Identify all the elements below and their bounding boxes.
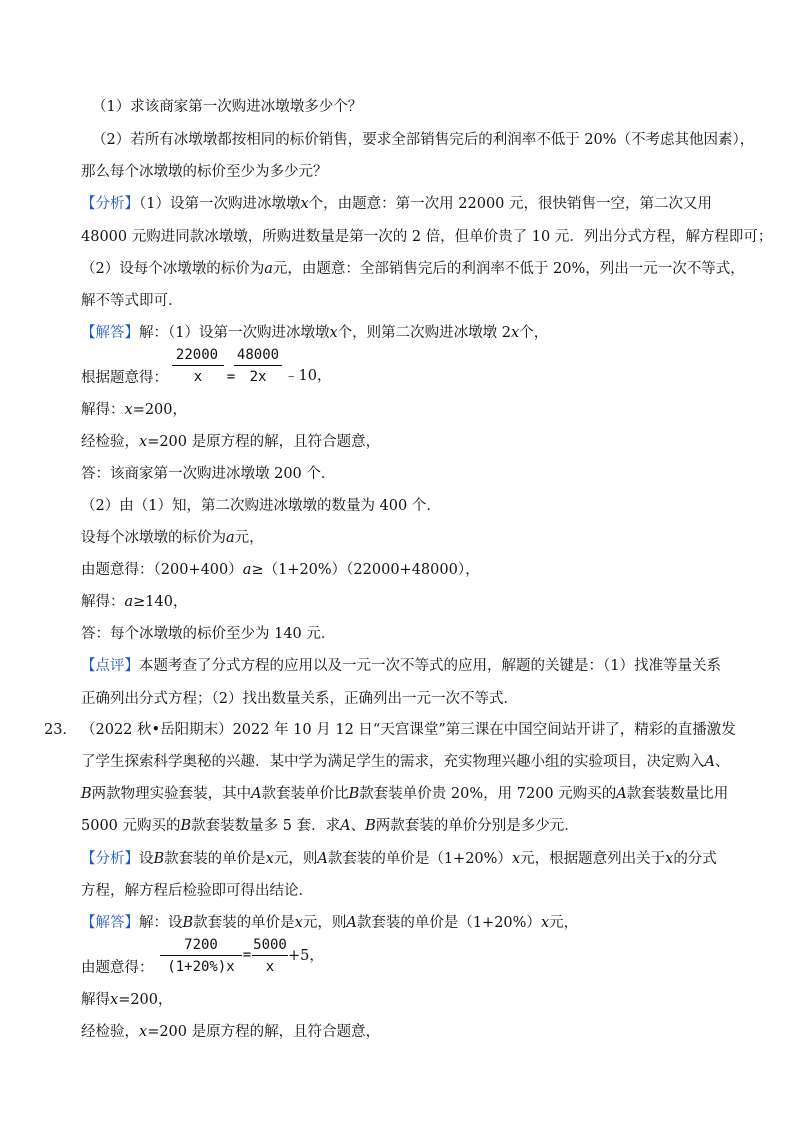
eq1-prefix: 根据题意得： (81, 370, 168, 386)
eq1-suffix: ﹣10， (284, 368, 332, 384)
q22-analysis-line3: （2）设每个冰墩墩的标价为a元，由题意：全部销售完后的利润率不低于 20%，列出一元一次不等式， (81, 261, 745, 277)
q23-stem-line1: （2022 秋•岳阳期末）2022 年 10 月 12 日“天宫课堂”第三课在中国空间站开讲了，精彩的直播激发 (81, 722, 736, 738)
q22-part2-answer: 答：每个冰墩墩的标价至少为 140 元． (81, 626, 336, 642)
q22-check: 经检验，x=200 是原方程的解，且符合题意， (81, 434, 381, 450)
q23-number: 23． (44, 722, 77, 738)
eq1-denominator-1: x (193, 369, 203, 385)
eq2-numerator-2: 5000 (253, 937, 287, 953)
eq1-numerator-2: 48000 (236, 347, 280, 363)
q23-solve: 解得x=200， (81, 992, 173, 1008)
eq1-fraction-bar-2 (234, 365, 282, 366)
eq2-numerator-1: 7200 (184, 937, 218, 953)
comment-tag: 【点评】 (81, 658, 139, 674)
q22-answer-1: 答：该商家第一次购进冰墩墩 200 个． (81, 466, 336, 482)
q23-stem-line4: 5000 元购买的B款套装数量多 5 套．求A、B两款套装的单价分别是多少元． (81, 818, 579, 834)
eq2-prefix: 由题意得： (81, 960, 154, 976)
answer-tag: 【解答】 (81, 915, 139, 931)
q22-analysis-line1: 【分析】（1）设第一次购进冰墩墩x个，由题意：第一次用 22000 元，很快销售一空，第二次又用 (81, 196, 713, 212)
q22-part2-line1: （2）若所有冰墩墩都按相同的标价销售，要求全部销售完后的利润率不低于 20%（不考虑其他因素）， (92, 132, 755, 148)
answer-tag: 【解答】 (81, 325, 139, 341)
eq2-equals: = (242, 947, 252, 963)
q23-stem-line3: B两款物理实验套装，其中A款套装单价比B款套装单价贵 20%，用 7200 元购买的A款套装数量比用 (81, 786, 729, 802)
analysis-tag: 【分析】 (81, 851, 139, 867)
q22-comment-line2: 正确列出分式方程；（2）找出数量关系，正确列出一元一次不等式． (81, 691, 518, 707)
q22-part2-step1: （2）由（1）知，第二次购进冰墩墩的数量为 400 个． (81, 498, 441, 514)
analysis-tag: 【分析】 (81, 196, 139, 212)
eq1-equals: = (226, 369, 236, 385)
q22-answer-line1: 【解答】解：（1）设第一次购进冰墩墩x个，则第二次购进冰墩墩 2x个， (81, 325, 549, 341)
q22-part2-line2: 那么每个冰墩墩的标价至少为多少元？ (81, 164, 328, 180)
eq2-fraction-bar-2 (252, 955, 288, 956)
q22-analysis-line2: 48000 元购进同款冰墩墩，所购进数量是第一次的 2 倍，但单价贵了 10 元．列出分式方程，解方程即可； (81, 229, 773, 245)
q22-solve: 解得：x=200， (81, 402, 188, 418)
eq2-denominator-2: x (265, 959, 275, 975)
eq1-denominator-2: 2x (249, 369, 267, 385)
eq2-denominator-1: (1+20%)x (167, 959, 235, 975)
eq1-fraction-bar-1 (172, 365, 224, 366)
eq2-suffix: +5， (288, 948, 324, 964)
q22-part2-step3: 由题意得：（200+400）a≥（1+20%）（22000+48000）， (81, 562, 480, 578)
q22-analysis-line4: 解不等式即可． (81, 293, 183, 309)
eq2-fraction-bar-1 (160, 955, 242, 956)
q22-part2-step4: 解得：a≥140， (81, 594, 188, 610)
q22-part1: （1）求该商家第一次购进冰墩墩多少个？ (92, 99, 363, 115)
q23-check: 经检验，x=200 是原方程的解，且符合题意， (81, 1024, 381, 1040)
q22-part2-step2: 设每个冰墩墩的标价为a元， (81, 530, 264, 546)
q23-analysis-line1: 【分析】设B款套装的单价是x元，则A款套装的单价是（1+20%）x元，根据题意列出关于x的分式 (81, 851, 717, 867)
q23-answer-line1: 【解答】解：设B款套装的单价是x元，则A款套装的单价是（1+20%）x元， (81, 915, 579, 931)
q23-stem-line2: 了学生探索科学奥秘的兴趣．某中学为满足学生的需求，充实物理兴趣小组的实验项目，决定购入A、 (81, 754, 730, 770)
q22-comment-line1: 【点评】本题考查了分式方程的应用以及一元一次不等式的应用，解题的关键是：（1）找准等量关系 (81, 658, 721, 674)
q23-analysis-line2: 方程，解方程后检验即可得出结论． (81, 883, 313, 899)
eq1-numerator-1: 22000 (175, 347, 219, 363)
